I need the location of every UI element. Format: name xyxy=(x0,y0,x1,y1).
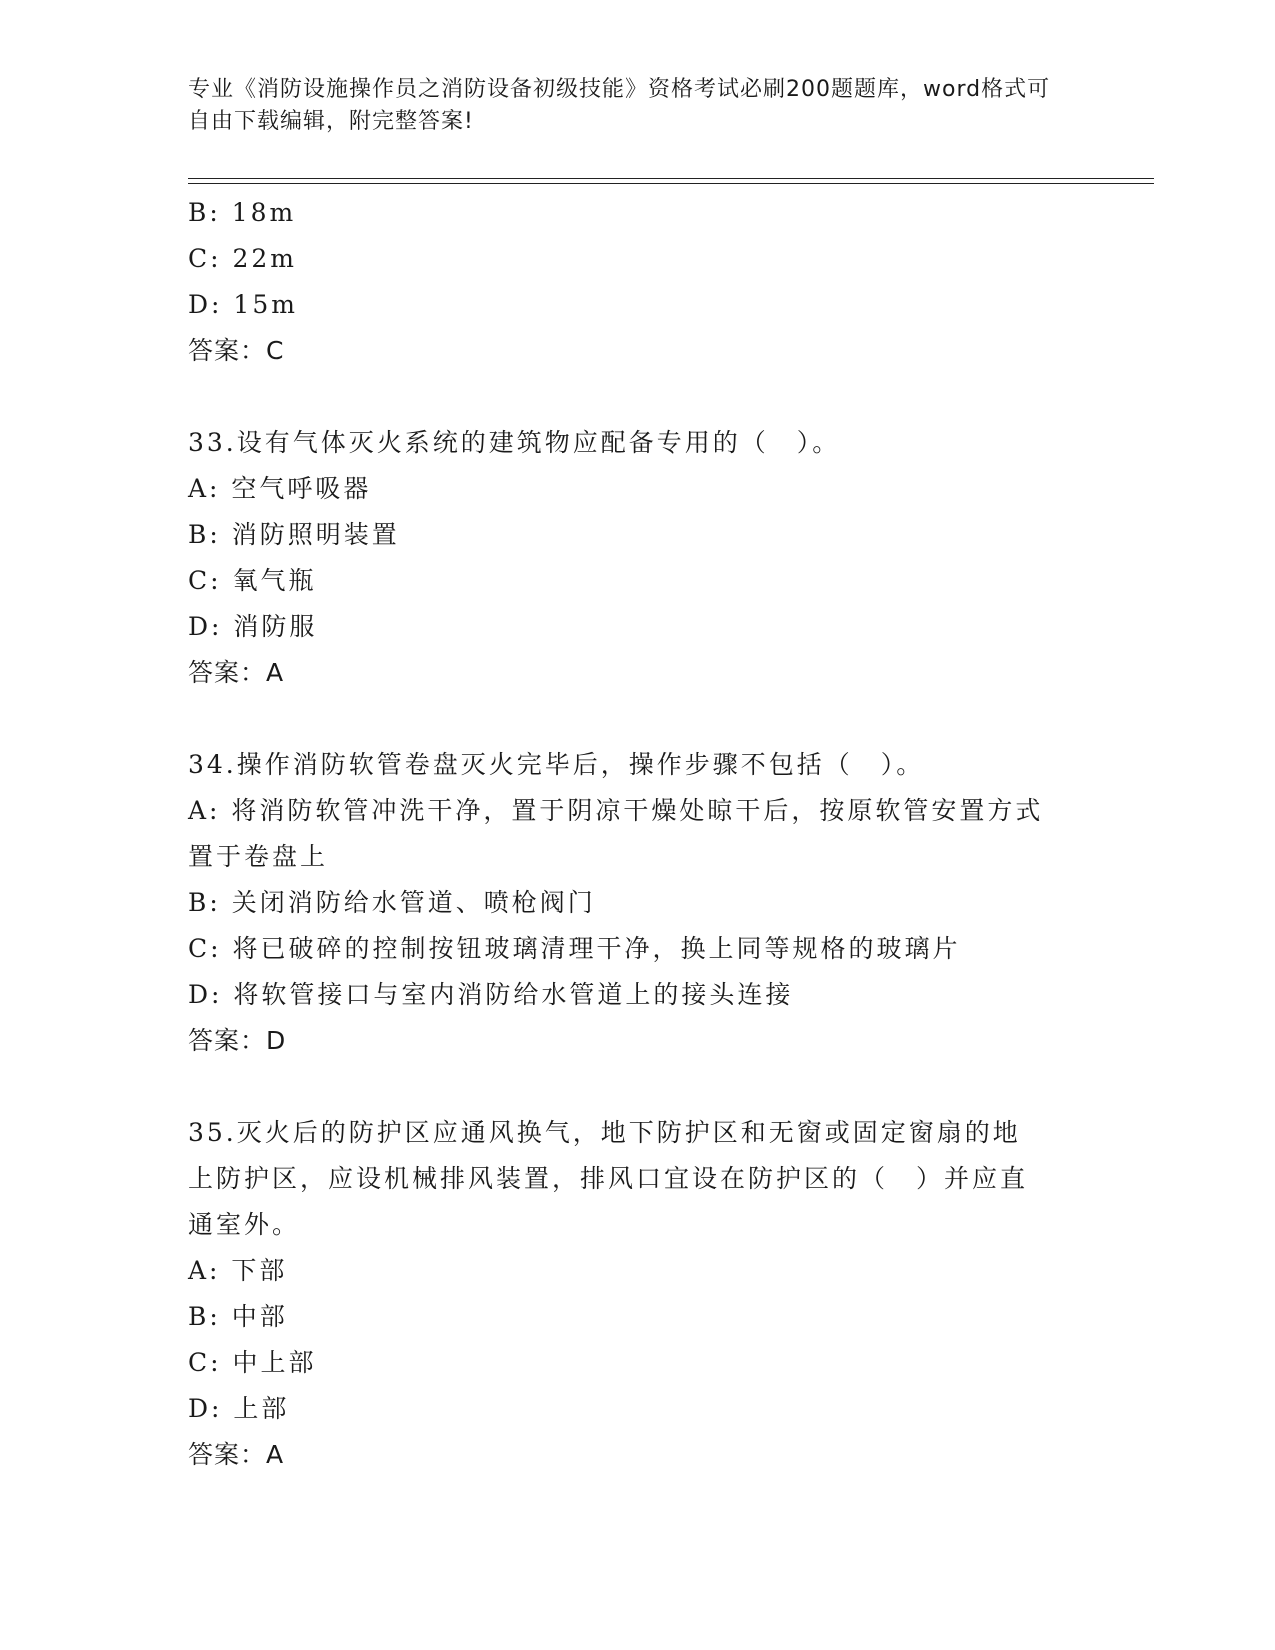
question-list xyxy=(188,190,1088,1478)
option-a: A: 将消防软管冲洗干净，置于阴凉干燥处晾干后，按原软管安置方式置于卷盘上 xyxy=(188,796,1044,871)
spacer xyxy=(188,1064,1088,1110)
spacer xyxy=(188,696,1088,742)
question-stem: 33.设有气体灭火系统的建筑物应配备专用的（ ）。 xyxy=(188,428,841,457)
answer: 答案：D xyxy=(188,1026,287,1055)
question-33 xyxy=(188,420,1088,696)
option-d: D: 15m xyxy=(188,290,298,319)
option-c: C: 氧气瓶 xyxy=(188,566,317,595)
question-32-tail xyxy=(188,190,1088,374)
option-b: B: 消防照明装置 xyxy=(188,520,400,549)
header-title: 专业《消防设施操作员之消防设备初级技能》资格考试必刷200题题库，word格式可自由下载编辑，附完整答案! xyxy=(188,77,1051,134)
option-c: C: 22m xyxy=(188,244,298,273)
question-stem: 35.灭火后的防护区应通风换气，地下防护区和无窗或固定窗扇的地上防护区，应设机械排风装置，排风口宜设在防护区的（ ）并应直通室外。 xyxy=(188,1118,1029,1239)
option-d: D: 消防服 xyxy=(188,612,318,641)
option-d: D: 上部 xyxy=(188,1394,290,1423)
spacer xyxy=(188,374,1088,420)
document-header xyxy=(188,74,1068,138)
option-a: A: 空气呼吸器 xyxy=(188,474,372,503)
header-rule-bottom xyxy=(188,183,1154,184)
option-a: A: 下部 xyxy=(188,1256,288,1285)
question-34 xyxy=(188,742,1088,1064)
option-b: B: 中部 xyxy=(188,1302,288,1331)
answer: 答案：C xyxy=(188,336,285,365)
option-c: C: 中上部 xyxy=(188,1348,317,1377)
answer: 答案：A xyxy=(188,1440,285,1469)
question-stem: 34.操作消防软管卷盘灭火完毕后，操作步骤不包括（ ）。 xyxy=(188,750,925,779)
question-35 xyxy=(188,1110,1088,1478)
option-b: B: 18m xyxy=(188,198,297,227)
header-rule-top xyxy=(188,178,1154,179)
option-b: B: 关闭消防给水管道、喷枪阀门 xyxy=(188,888,596,917)
answer: 答案：A xyxy=(188,658,285,687)
option-c: C: 将已破碎的控制按钮玻璃清理干净，换上同等规格的玻璃片 xyxy=(188,934,961,963)
option-d: D: 将软管接口与室内消防给水管道上的接头连接 xyxy=(188,980,794,1009)
